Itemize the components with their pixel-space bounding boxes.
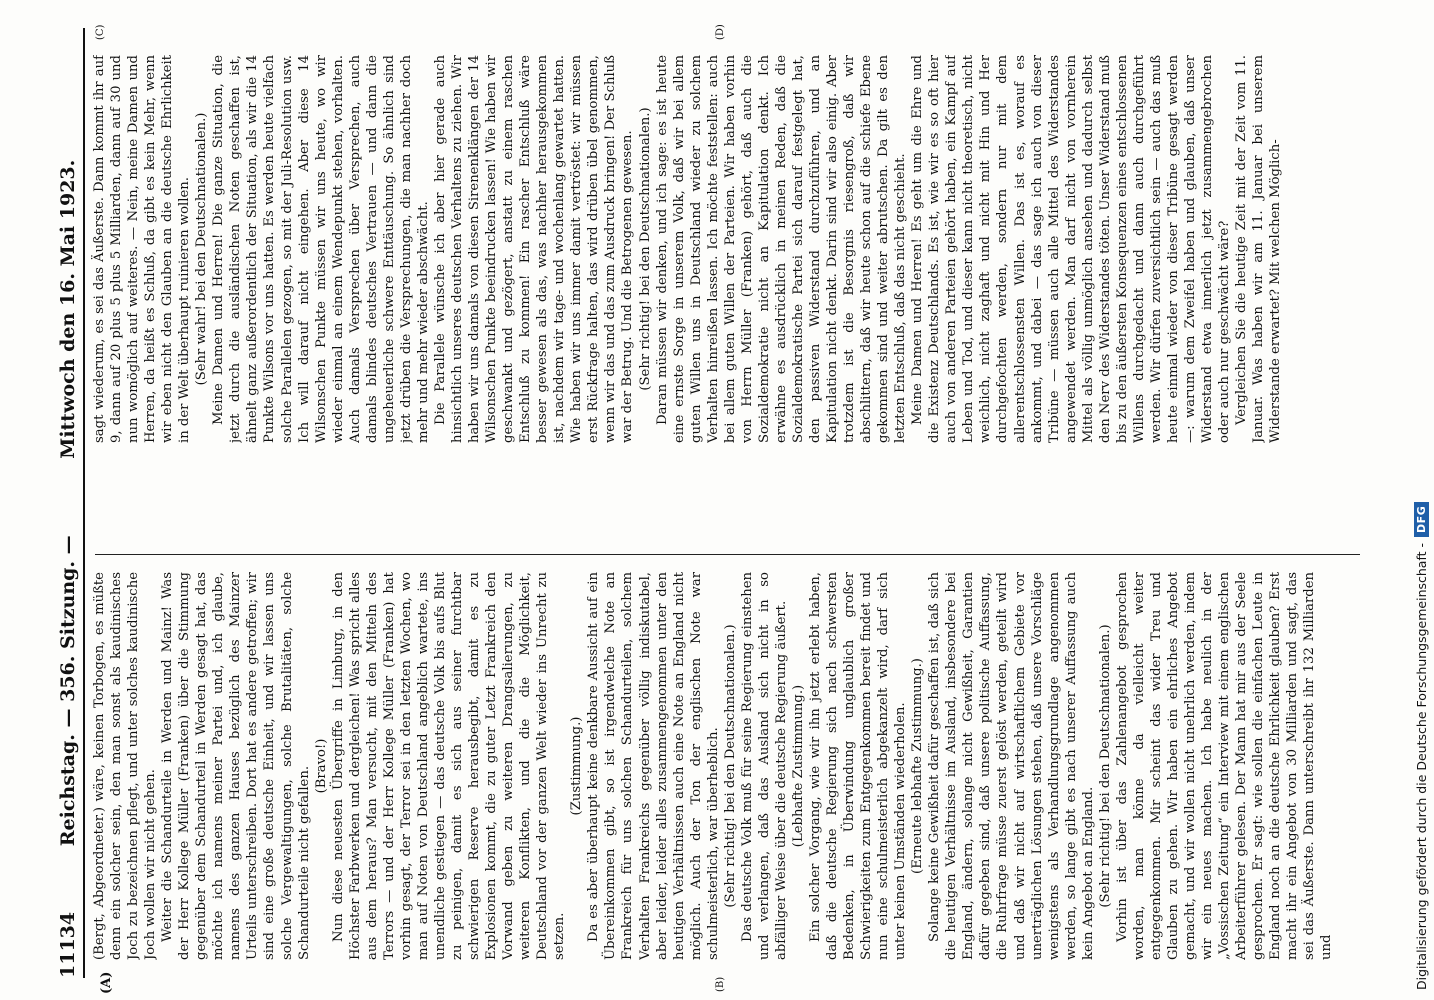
page-number: 11134 [57, 911, 79, 978]
header-session: Reichstag. — 356. Sitzung. — [57, 535, 79, 847]
page-header [55, 28, 85, 978]
margin-marker-c: (D) [715, 24, 726, 40]
digitization-credit [1410, 0, 1432, 990]
column-divider [95, 554, 1360, 555]
margin-marker-b: (B) [715, 976, 726, 992]
header-date: Mittwoch den 16. Mai 1923. [57, 159, 79, 459]
paragraph: (Bergt, Abgeordneter.) wäre, keinen Torbogen, es müßte denn ein solcher sein, den man sonst als kaudinisches Joch zu bezeichnen pflegt, und unter solches kaudinische Joch wollen wir nicht gehen. [92, 572, 159, 960]
paragraph: Die Parallele wünsche ich aber hier gerade auch hinsichtlich unseres deutschen Verhaltens zu ziehen. Wir haben wir uns damals von diesen Sirenenklängen der 14 Wilsonschen Punkte beeindrucken lassen! Wie haben wir geschwankt und gezögert, anstatt zu einem raschen Entschluß zu kommen! Ein rascher Entschluß wäre besser gewesen als das, was nachher herausgekommen ist, nachdem wir tage- und wochenlang gewartet hatten. Wie haben wir uns immer damit vertröstet: wir müssen erst Rückfrage halten, das wird drüben übel genommen, wenn wir das und das zum Ausdruck bringen! Der Schluß war der Betrug. Und die Betrogenen gewesen. [432, 55, 636, 443]
paragraph: sagt wiederum, es sei das Äußerste. Dann kommt ihr auf 9, dann auf 20 plus 5 plus 5 Milliarden, dann auf 30 und nun womöglich auf weiteres. — Nein, meine Damen und Herren, da heißt es Schluß, da gibt es kein Mehr, wenn wir eben nicht den Glauben an die deutsche Ehrlichkeit in der Welt überhaupt ruinieren wollen. [92, 55, 193, 443]
paragraph: Meine Damen und Herren! Die ganze Situation, die jetzt durch die ausländischen Noten geschaffen ist, ähnelt ganz außerordentlich der Situation, als wir die 14 Punkte Wilsons vor uns hatten. Es werden heute vielfach solche Parallelen gezogen, so mit der Juli-Resolution usw. Ich will darauf nicht eingehen. Aber diese 14 Wilsonschen Punkte müssen wir uns heute, wo wir wieder einmal an einem Wendepunkt stehen, vorhalten. Auch damals Versprechen über Versprechen, auch damals blindes deutsches Vertrauen — und dann die ungeheuerliche schwere Enttäuschung. So ähnlich sind jetzt drüben die Versprechungen, die man nachher doch mehr und mehr wieder abschwächt. [211, 55, 431, 443]
paragraph: Vergleichen Sie die heutige Zeit mit der Zeit vom 11. Januar. Was haben wir am 11. Januar bei unserem Widerstande erwartet? Mit welchen Möglich- [1234, 55, 1284, 443]
margin-marker-a: (A) [99, 971, 114, 994]
paragraph: Nun diese neuesten Übergriffe in Limburg, in den Höchster Farbwerken und dergleichen! Was spricht alles aus dem heraus? Man versucht, mit den Mitteln des Terrors — und der Herr Kollege Müller (Franken) hat vorhin gesagt, der Terror sei in den letzten Wochen, wo man auf Noten von Deutschland angeblich wartete, ins unendliche gestiegen — das deutsche Volk bis aufs Blut zu peinigen, damit es sich aus seiner furchtbar schwierigen Reserve herausbegibt, damit es zu Explosionen kommt, die zu guter Letzt Frankreich den Vorwand geben zu weiteren Drangsalierungen, zu weiteren Konflikten, und die die Möglichkeit, Deutschland vor der ganzen Welt wieder ins Unrecht zu setzen. [330, 572, 568, 960]
paragraph: Vorhin ist über das Zahlenangebot gesprochen worden, man könne da vielleicht weiter entgegenkommen. Mir scheint das wider Treu und Glauben zu gehen. Wir haben ein ehrliches Angebot gemacht, und wir wollen nicht unehrlich werden, indem wir ein neues machen. Ich habe neulich in der „Vossischen Zeitung“ ein Interview mit einem englischen Arbeiterführer gelesen. Der Mann hat mir aus der Seele gesprochen. Er sagt: wie sollen die einfachen Leute in England noch an die deutsche Ehrlichkeit glauben? Erst macht ihr ein Angebot von 30 Milliarden und sagt, das sei das Äußerste. Dann unterschreibt ihr 132 Milliarden und [1114, 572, 1335, 960]
dfg-logo: DFG [1414, 502, 1429, 537]
interjection: (Bravo!) [313, 738, 329, 794]
interjection: (Sehr wahr! bei den Deutschnationalen.) [194, 112, 210, 386]
paragraph: Meine Damen und Herren! Es geht um die Ehre und die Existenz Deutschlands. Es ist, wie wir es so oft hier auch von anderen Parteien gehört haben, ein Kampf auf Leben und Tod, und dieser kann nicht theoretisch, nicht weichlich, nicht zaghaft und nicht mit Hin und Her durchgefochten werden, sondern nur mit dem allerentschlossensten Willen. Das ist es, worauf es ankommt, und dabei — das sage ich auch von dieser Tribüne — müssen auch alle Mittel des Widerstandes angewendet werden. Man darf nicht von vornherein Mittel als völlig unmöglich ansehen und dadurch selbst den Nerv des Widerstandes töten. Unser Widerstand muß bis zu den äußersten Konsequenzen eines entschlossenen Willens durchgedacht und dann auch durchgeführt werden. Wir dürfen zuversichtlich sein — auch das muß heute einmal wieder von dieser Tribüne gesagt werden —: warum dem Zweifel haben und glauben, daß unser Widerstand etwa innerlich jetzt zusammengebrochen oder auch nur geschwächt wäre? [910, 55, 1233, 443]
paragraph: Daran müssen wir denken, und ich sage: es ist heute eine ernste Sorge in unserem Volk, daß wir bei allem guten Willen uns in Deutschland wieder zu solchem Verhalten hinreißen lassen. Ich möchte feststellen: auch bei allem guten Willen der Parteien. Wir haben vorhin von Herrn Müller (Franken) gehört, daß auch die Sozialdemokratie nicht an Kapitulation denkt. Ich erwähne es ausdrücklich in meinen Reden, daß die Sozialdemokratische Partei sich darauf festgelegt hat, den passiven Widerstand durchzuführen, und an Kapitulation nicht denkt. Darin sind wir also einig. Aber trotzdem ist die Besorgnis riesengroß, daß wir abschlittern, daß wir heute schon auf die schiefe Ebene gekommen sind und weiter abrutschen. Da gilt es den letzten Entschluß, daß das nicht geschieht. [654, 55, 909, 443]
interjection: (Lebhafte Zustimmung.) [790, 684, 806, 848]
text-column-left [91, 572, 1371, 960]
rotated-sheet [55, 0, 1385, 1000]
interjection: (Sehr richtig! bei den Deutschnationalen.) [1097, 624, 1113, 908]
interjection: (Sehr richtig! bei den Deutschnationalen.) [637, 107, 653, 391]
interjection: (Sehr richtig! bei den Deutschnationalen.) [722, 624, 738, 908]
credit-text: Digitalisierung gefördert durch die Deutsche Forschungsgemeinschaft - [1413, 542, 1429, 990]
paragraph: Das deutsche Volk muß für seine Regierung einstehen und verlangen, daß das Ausland sich nicht in so abfälliger Weise über die deutsche Regierung äußert. [739, 572, 789, 960]
text-column-right [91, 55, 1371, 443]
paragraph: Ein solcher Vorgang, wie wir ihn jetzt erlebt haben, daß die deutsche Regierung sich nach schwersten Bedenken, in Überwindung unglaublich großer Schwierigkeiten zum Entgegenkommen bereit findet und nun eine schulmeisterlich abgekanzelt wird, darf sich unter keinen Umständen wiederholen. [807, 572, 909, 960]
paragraph: Da es aber überhaupt keine denkbare Aussicht auf ein Übereinkommen gibt, so ist irgendwelche Note an Frankreich für uns solchen Schandurteilen, solchem Verhalten Frankreichs gegenüber völlig indiskutabel, aber leider, leider alles zusammengenommen unter den heutigen Verhältnissen auch eine Note an England nicht möglich. Auch der Ton der englischen Note war schulmeisterlich, war überheblich. [586, 572, 721, 960]
paragraph: Solange keine Gewißheit dafür geschaffen ist, daß sich die heutigen Verhältnisse im Ausland, insbesondere bei England, ändern, solange nicht Gewißheit, Garantien dafür gegeben sind, daß unsere politische Auffassung, die Ruhrfrage müsse zuerst gelöst werden, geteilt wird und daß wir nicht auf wirtschaftlichem Gebiete vor unerträglichen Lösungen stehen, daß unsere Vorschläge wenigstens als Verhandlungsgrundlage angenommen werden, so lange gibt es nach unserer Auffassung auch kein Angebot an England. [927, 572, 1096, 960]
margin-marker-d: (C) [95, 24, 106, 40]
paragraph: Weiter die Schandurteile in Werden und Mainz! Was der Herr Kollege Müller (Franken) über die Stimmung gegenüber dem Schandurteil in Werden gesagt hat, das möchte ich namens meiner Partei und, ich glaube, namens des ganzen Hauses bezüglich des Mainzer Urteils unterschreiben. Dort hat es andere getroffen; wir sind eine große deutsche Einheit, und wir lassen uns solche Vergewaltigungen, solche Brutalitäten, solche Schandurteile nicht gefallen. [160, 572, 312, 960]
interjection: (Zustimmung.) [569, 716, 585, 816]
interjection: (Erneute lebhafte Zustimmung.) [910, 658, 926, 874]
header-title [57, 28, 79, 978]
